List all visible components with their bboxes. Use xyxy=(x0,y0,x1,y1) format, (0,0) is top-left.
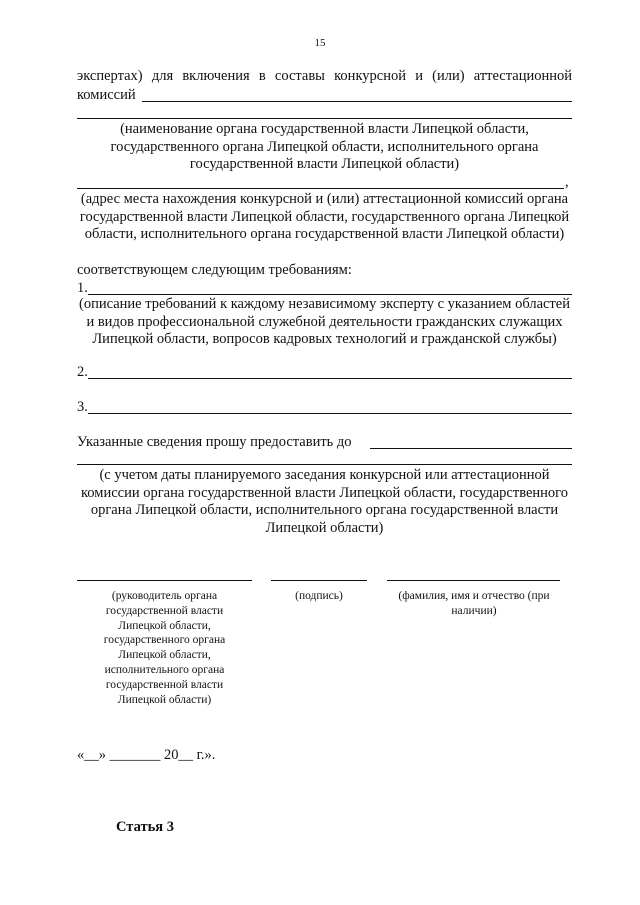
item-3-number: 3. xyxy=(77,399,88,415)
address-comma: , xyxy=(565,174,569,190)
org-name-caption: (наименование органа государственной власти Липецкой области, государственного органа Липецкой области, исполнительного органа государственной власти Липецкой области) xyxy=(110,121,539,172)
date-line: «__» _______ 20__ г.». xyxy=(77,747,216,763)
deadline-caption: (с учетом даты планируемого заседания конкурсной или аттестационной комиссии органа государственной власти Липецкой области, государственного органа Липецкой области, исполнительного органа государственной власти Липецкой области) xyxy=(80,467,569,536)
name-caption: (фамилия, имя и отчество (при наличии) xyxy=(398,590,550,617)
item-2-blank xyxy=(88,378,572,379)
intro-line-2: комиссий xyxy=(77,87,136,103)
intro-line-1: экспертах) для включения в составы конкурсной и (или) аттестационной xyxy=(77,68,572,84)
name-line xyxy=(387,580,560,581)
page-number: 15 xyxy=(314,37,326,49)
item-1-number: 1. xyxy=(77,280,88,296)
item-3-blank xyxy=(88,413,572,414)
head-caption: (руководитель органа государственной власти Липецкой области, государственного органа Липецкой области, исполнительного органа государственной власти Липецкой области) xyxy=(103,590,226,706)
address-caption: (адрес места нахождения конкурсной и (или) аттестационной комиссий органа государственной власти Липецкой области, государственного органа Липецкой области, исполнительного органа государственной власти Липецкой области) xyxy=(79,191,570,242)
deadline-text: Указанные сведения прошу предоставить до xyxy=(77,434,352,450)
sign-caption: (подпись) xyxy=(295,590,343,602)
deadline-blank-2 xyxy=(77,464,572,465)
deadline-blank xyxy=(370,448,572,449)
commission-blank xyxy=(142,101,572,102)
requirements-caption: (описание требований к каждому независимому эксперту с указанием областей и видов профессиональной служебной деятельности гражданских служащих Липецкой области, вопросов кадровых технологий и гражданской службы) xyxy=(79,296,570,347)
article-heading: Статья 3 xyxy=(116,819,174,835)
item-2-number: 2. xyxy=(77,364,88,380)
sign-line xyxy=(271,580,367,581)
head-signature-line xyxy=(77,580,252,581)
org-name-blank xyxy=(77,118,572,119)
item-1-blank xyxy=(88,294,572,295)
address-blank xyxy=(77,188,564,189)
requirements-intro: соответствующем следующим требованиям: xyxy=(77,262,352,278)
